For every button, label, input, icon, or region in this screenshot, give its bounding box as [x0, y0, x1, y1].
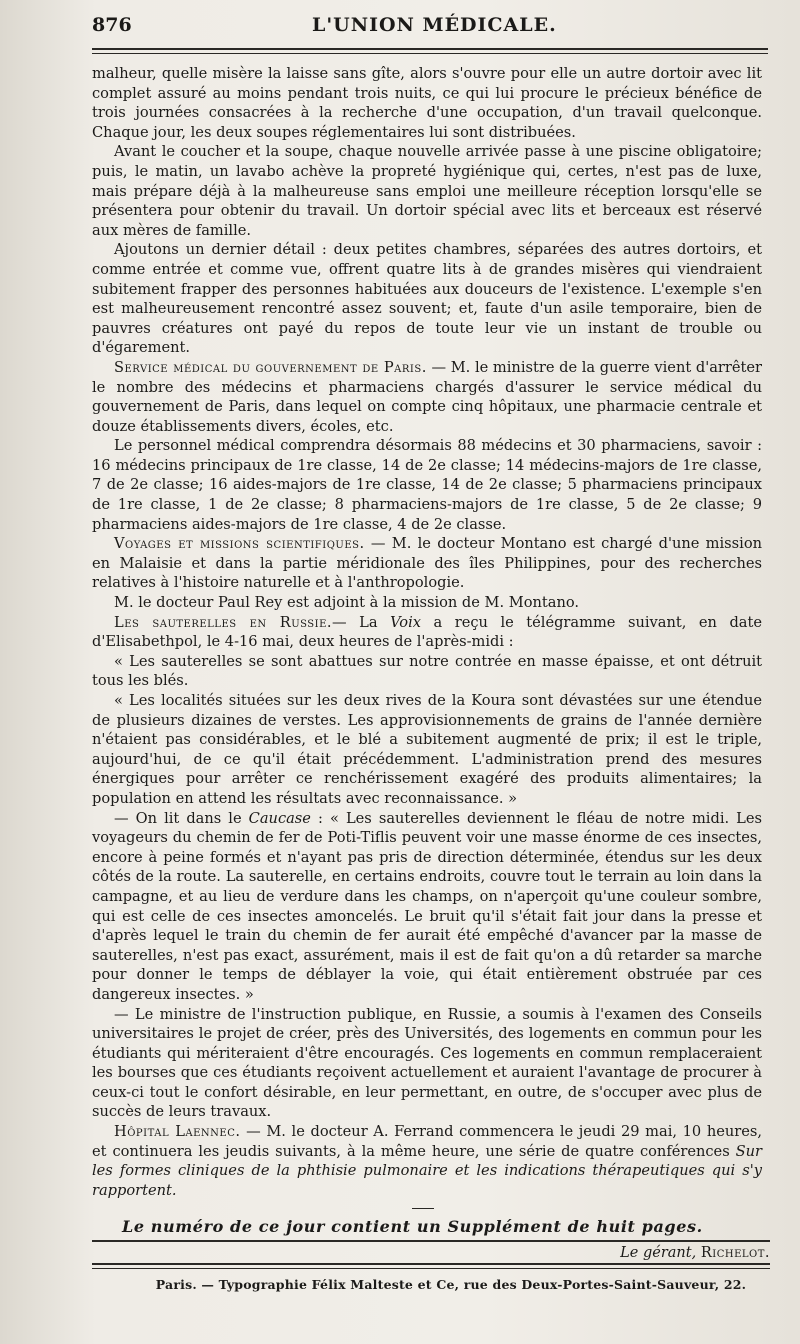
footer-rule — [92, 1240, 770, 1242]
gerant-name: Richelot. — [700, 1245, 770, 1262]
paragraph: — Le ministre de l'instruction publique, en Russie, a soumis à l'examen des Conseils universitaires le projet de créer, près des Universités, des logements en commun pour les étudiants qui mériteraient d'être encouragés. Ces logements en commun remplaceraient les bourses que ces étudiants reçoivent actuellement et auraient l'avantage de procurer à ceux-ci tout le confort désirable, en leur permettant, en outre, de s'occuper avec plus de succès de leurs travaux. — [92, 1005, 762, 1121]
paragraph: malheur, quelle misère la laisse sans gîte, alors s'ouvre pour elle un autre dortoir avec lit complet assuré au moins pendant trois nuits, ce qui lui procure le précieux bénéfice de trois journées consacrées à la recherche d'une occupation, d'un travail quelconque. Chaque jour, les deux soupes réglementaires lui sont distribuées. — [92, 65, 762, 141]
article-body — [92, 64, 762, 1200]
supplement-notice: Le numéro de ce jour contient un Supplément de huit pages. — [122, 1217, 703, 1237]
paragraph: M. le docteur Paul Rey est adjoint à la mission de M. Montano. — [114, 594, 580, 612]
quote-paragraph: « Les sauterelles se sont abattues sur notre contrée en masse épaisse, et ont détruit tous les blés. — [92, 652, 762, 690]
page-header — [92, 14, 768, 50]
footer-rule — [92, 1263, 770, 1265]
section-heading: Voyages et missions scientifiques. — [114, 535, 365, 553]
section-heading: Hôpital Laennec. — [114, 1123, 241, 1141]
section-text: — M. le docteur Montano est chargé d'une mission en Malaisie et dans la partie méridionale des îles Philippines, pour des recherches relatives à l'histoire naturelle et à l'anthropologie. — [92, 535, 763, 592]
journal-title-voix: Voix — [390, 613, 421, 631]
section-heading: Les sauterelles en Russie. — [114, 613, 333, 631]
paragraph: Avant le coucher et la soupe, chaque nouvelle arrivée passe à une piscine obligatoire; puis, le matin, un lavabo achève la propreté hygiénique qui, certes, n'est pas de luxe, mais prépare déjà à la malheureuse sans emploi une meilleure réception lorsqu'elle se présentera pour obtenir du travail. Un dortoir spécial avec lits et berceaux est réservé aux mères de famille. — [92, 143, 762, 239]
paragraph: Le personnel médical comprendra désormais 88 médecins et 30 pharmaciens, savoir : 16 médecins principaux de 1re classe, 14 de 2e classe; 14 médecins-majors de 1re classe, 7 de 2e classe; 16 aides-majors de 1re classe, 14 de 2e classe; 5 pharmaciens principaux de 1re classe, 1 de 2e classe; 8 pharmaciens-majors de 1re classe, 5 de 2e classe; 9 pharmaciens aides-majors de 1re classe, 4 de 2e classe. — [92, 437, 762, 533]
lecture-title: Sur les formes cliniques de la phthisie pulmonaire et les indications thérapeutiques qui s'y rapportent. — [92, 1142, 762, 1199]
footer-rule — [92, 1268, 770, 1269]
paragraph-caucase — [92, 809, 762, 1005]
quote-paragraph: « Les localités situées sur les deux rives de la Koura sont dévastées sur une étendue de plusieurs dizaines de verstes. Les approvisionnements de grains de l'année dernière n'étaient pas considérables, et le blé a subitement augmenté de prix; il est le triple, aujourd'hui, de ce qu'il était précédemment. L'administration prend des mesures énergiques pour arrêter ce renchérissement exagéré des produits alimentaires; la population en attend les résultats avec reconnaissance. » — [92, 692, 762, 807]
page-number: 876 — [92, 14, 132, 36]
paragraph-text: : « Les sauterelles deviennent le fléau de notre midi. Les voyageurs du chemin de fer de Poti-Tiflis peuvent voir une masse énorme de ces insectes, encore à peine formés et n'ayant pas pris de direction déterminée, étendus sur les deux côtés de la route. La sauterelle, en certains endroits, couvre tout le terrain au loin dans la campagne, et au lieu de verdure dans les champs, on n'aperçoit qu'une couleur sombre, qui est celle de ces insectes amoncelés. Le bruit qu'il s'était fait jour dans la presse et d'après lequel le train du chemin de fer aurait été empêché d'avancer par la masse de sauterelles, n'est pas exact, assurément, mais il est de fait qu'on a dû retarder sa marche pour donner le temps de déblayer la voie, qui était entièrement obstruée par ces dangereux insectes. » — [92, 809, 762, 1003]
section-laennec — [92, 1122, 762, 1200]
section-text: — M. le ministre de la guerre vient d'arrêter le nombre des médecins et pharmaciens chargés d'assurer le service médical du gouvernement de Paris, dans lequel on compte cinq hôpitaux, une pharmacie centrale et douze établissements divers, écoles, etc. — [92, 358, 762, 435]
paragraph-text: — On lit dans le — [114, 809, 249, 827]
journal-title-caucase: Caucase — [248, 809, 311, 827]
printer-imprint: Paris. — Typographie Félix Malteste et Ce, rue des Deux-Portes-Saint-Sauveur, 22. — [155, 1277, 747, 1293]
gerant-label: Le gérant, — [620, 1245, 697, 1262]
section-sauterelles — [92, 613, 762, 652]
running-title: L'UNION MÉDICALE. — [312, 14, 557, 36]
short-divider — [412, 1208, 434, 1209]
section-text: — La — [332, 613, 391, 631]
section-voyages — [92, 534, 762, 593]
paragraph: Ajoutons un dernier détail : deux petites chambres, séparées des autres dortoirs, et comme entrée et comme vue, offrent quatre lits à de grandes misères qui viendraient subitement frapper des personnes habituées aux douceurs de l'existence. L'exemple s'en est malheureusement rencontré assez souvent; et, faute d'un asile temporaire, bien de pauvres créatures ont payé du repos de toute leur vie un instant de trouble ou d'égarement. — [92, 241, 762, 357]
section-heading: Service médical du gouvernement de Paris. — [114, 358, 427, 376]
gerant-signature — [92, 1245, 770, 1261]
section-service-medical — [92, 358, 762, 436]
section-text: — M. le docteur A. Ferrand commencera le jeudi 29 mai, 10 heures, et continuera les jeudis suivants, à la même heure, une série de quatre conférences — [92, 1123, 762, 1160]
header-rule — [92, 53, 768, 54]
section-text: a reçu le télégramme suivant, en date d'Elisabethpol, le 4-16 mai, deux heures de l'après-midi : — [92, 613, 762, 651]
